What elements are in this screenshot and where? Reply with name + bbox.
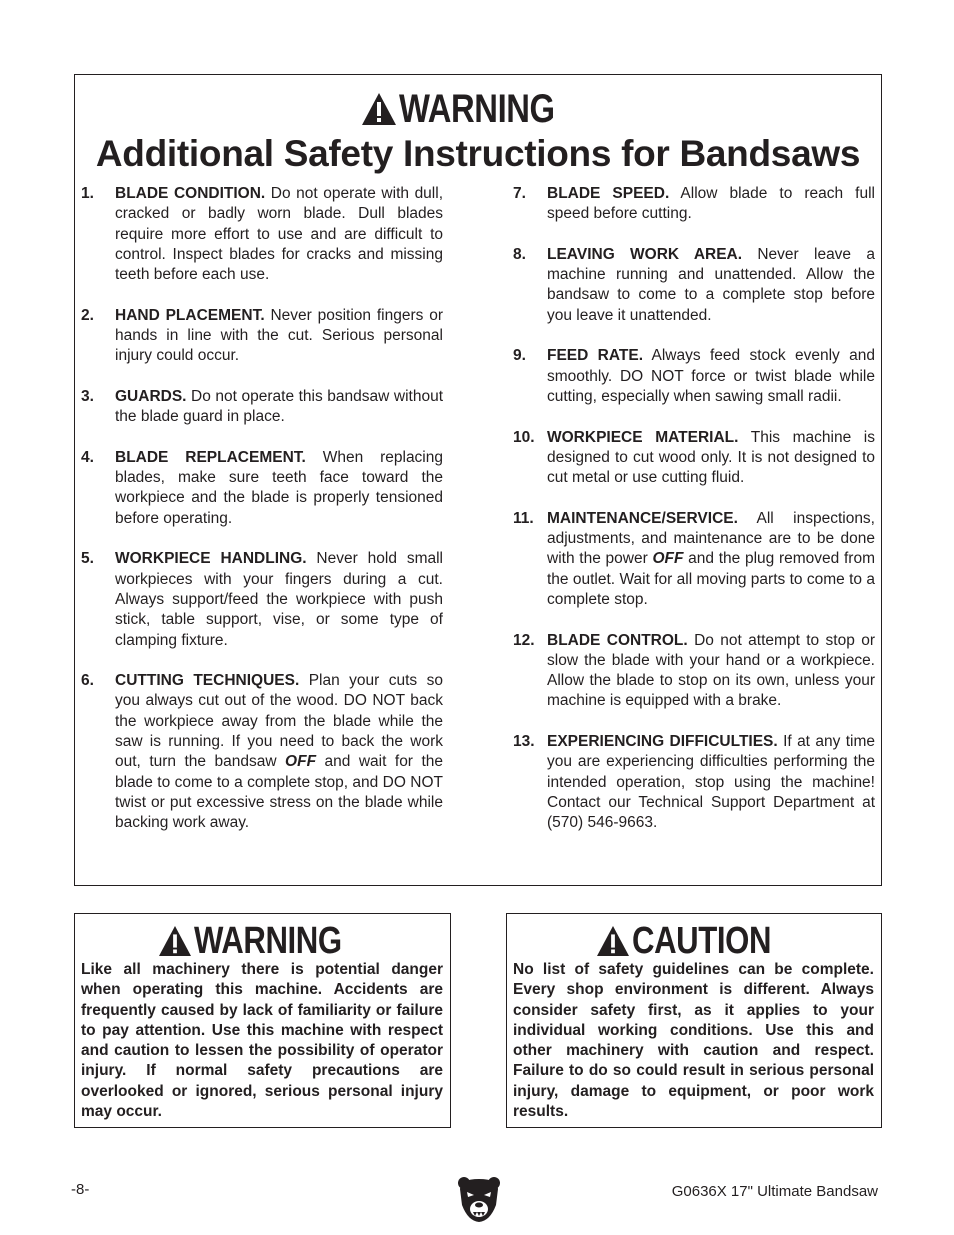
instruction-item: [513, 428, 875, 489]
instruction-item: [513, 184, 875, 225]
instruction-number: 7.: [513, 185, 526, 202]
instructions-right-column: [513, 184, 875, 854]
instruction-label: GUARDS.: [115, 387, 187, 405]
instruction-label: EXPERIENCING DIFFICULTIES.: [547, 733, 778, 751]
instruction-text: [547, 184, 875, 225]
instruction-item: [513, 631, 875, 712]
instruction-body: Never leave a machine running and unattended. Allow the bandsaw to come to a complete stop before you leave it unattended.: [547, 245, 875, 324]
instruction-body: Always feed stock evenly and smoothly. DO NOT force or twist blade while cutting, especially when sawing small radii.: [547, 347, 875, 405]
instruction-number: 12.: [513, 631, 535, 649]
instruction-item: [513, 245, 875, 326]
instruction-number: 6.: [81, 672, 94, 690]
caution-triangle-icon: [596, 925, 630, 957]
instruction-item: [81, 671, 443, 833]
caution-text: No list of safety guidelines can be complete. Every shop environment is different. Always consider safety first, as it applies to your individual working conditions. Use this and other machinery with caution and respect. Failure to do so could result in serious personal injury, damage to equipment, or poor work results.: [513, 961, 874, 1121]
general-warning-banner: [75, 920, 450, 962]
instruction-label: FEED RATE.: [547, 347, 644, 365]
caution-panel: [506, 913, 882, 1128]
instruction-text: [115, 549, 443, 650]
instruction-label: LEAVING WORK AREA.: [547, 245, 743, 263]
instruction-item: [513, 509, 875, 610]
instruction-label: BLADE CONTROL.: [547, 631, 688, 649]
page-title: Additional Safety Instructions for Bandsaws: [95, 133, 861, 174]
instruction-item: [81, 184, 443, 285]
warning-triangle-icon: [361, 92, 397, 126]
instruction-label: CUTTING TECHNIQUES.: [115, 672, 300, 690]
page-number: -8-: [71, 1181, 90, 1198]
bear-head-logo-icon: [456, 1175, 502, 1223]
instruction-body: Plan your cuts so you always cut out of the wood. DO NOT back the workpiece away from the blade while the saw is running. If you need to back the work out, turn the bandsaw: [115, 672, 443, 771]
instruction-number: 2.: [81, 306, 94, 324]
warning-banner-text: WARNING: [193, 919, 342, 962]
instruction-text: [115, 184, 443, 285]
emphasis-text: OFF: [652, 550, 684, 568]
instruction-body: Do not operate this bandsaw without the blade guard in place.: [115, 387, 443, 426]
instruction-label: WORKPIECE MATERIAL.: [547, 428, 739, 446]
instruction-body: This machine is designed to cut wood only. It is not designed to cut metal or use cutting fluid.: [547, 428, 876, 487]
instruction-body: Do not operate with dull, cracked or badly worn blade. Dull blades require more effort to use and are difficult to control. Inspect blades for cracks and missing teeth before each use.: [115, 185, 443, 284]
caution-banner: [507, 920, 881, 962]
instruction-label: HAND PLACEMENT.: [115, 306, 265, 324]
general-warning-panel: [74, 913, 451, 1128]
instruction-body: If at any time you are experiencing difficulties performing the intended operation, stop using the machine! Contact our Technical Support Department at (570) 546-9663.: [547, 733, 875, 832]
instruction-text: [547, 428, 875, 489]
instruction-number: 8.: [513, 245, 526, 263]
warning-triangle-icon: [158, 925, 192, 957]
instruction-text: [115, 448, 443, 529]
instruction-item: [81, 549, 443, 650]
instruction-item: [81, 448, 443, 529]
instruction-text: [115, 387, 443, 428]
general-warning-text: Like all machinery there is potential danger when operating this machine. Accidents are frequently caused by lack of familiarity or failure to pay attention. Use this machine with respect and caution to lessen the possibility of operator injury. If normal safety precautions are overlooked or ignored, serious personal injury may occur.: [81, 961, 443, 1121]
emphasis-text: OFF: [285, 753, 317, 771]
instruction-body-continued: and wait for the blade to come to a complete stop, and DO NOT twist or put excessive stress on the blade while backing work away.: [115, 753, 443, 832]
instruction-label: BLADE REPLACEMENT.: [115, 448, 306, 466]
instruction-number: 5.: [81, 550, 94, 568]
instruction-number: 4.: [81, 448, 94, 466]
instruction-text: [115, 306, 443, 367]
main-warning-banner: [75, 87, 881, 131]
instruction-number: 3.: [81, 387, 94, 405]
instruction-body: All inspections, adjustments, and maintenance are to be done with the power: [547, 509, 875, 568]
instruction-item: [81, 306, 443, 367]
instruction-body: Never hold small workpieces with your fingers during a cut. Always support/feed the workpiece with push stick, table support, vise, or some type of clamping fixture.: [115, 550, 443, 649]
instruction-text: [547, 346, 875, 407]
instruction-text: [547, 732, 875, 833]
instruction-body: Allow blade to reach full speed before cutting.: [547, 185, 875, 223]
document-title: G0636X 17" Ultimate Bandsaw: [671, 1183, 878, 1200]
instruction-label: BLADE SPEED.: [547, 185, 670, 202]
instruction-text: [547, 245, 875, 326]
instruction-number: 13.: [513, 733, 535, 751]
instruction-label: MAINTENANCE/SERVICE.: [547, 509, 738, 527]
instruction-number: 1.: [81, 185, 94, 202]
instruction-item: [513, 346, 875, 407]
instruction-number: 10.: [513, 428, 535, 446]
main-warning-panel: [74, 74, 882, 886]
instructions-left-column: [81, 184, 443, 854]
instruction-item: [81, 387, 443, 428]
instruction-text: [547, 509, 875, 610]
instruction-body: Do not attempt to stop or slow the blade with your hand or a workpiece. Allow the blade to stop on its own, unless your machine is equipped with a brake.: [547, 631, 875, 710]
instruction-body: Never position fingers or hands in line with the cut. Serious personal injury could occur.: [115, 306, 443, 365]
instruction-number: 9.: [513, 347, 526, 365]
instruction-text: [115, 671, 443, 833]
instruction-text: [547, 631, 875, 712]
instruction-number: 11.: [513, 509, 534, 527]
warning-banner-text: WARNING: [399, 86, 555, 131]
instruction-label: WORKPIECE HANDLING.: [115, 550, 307, 568]
instruction-item: [513, 732, 875, 833]
instruction-body-continued: and the plug removed from the outlet. Wait for all moving parts to come to a complete stop.: [547, 550, 875, 608]
instruction-label: BLADE CONDITION.: [115, 185, 266, 202]
instruction-body: When replacing blades, make sure teeth face toward the workpiece and the blade is properly tensioned before operating.: [115, 448, 443, 527]
caution-banner-text: CAUTION: [632, 919, 772, 962]
